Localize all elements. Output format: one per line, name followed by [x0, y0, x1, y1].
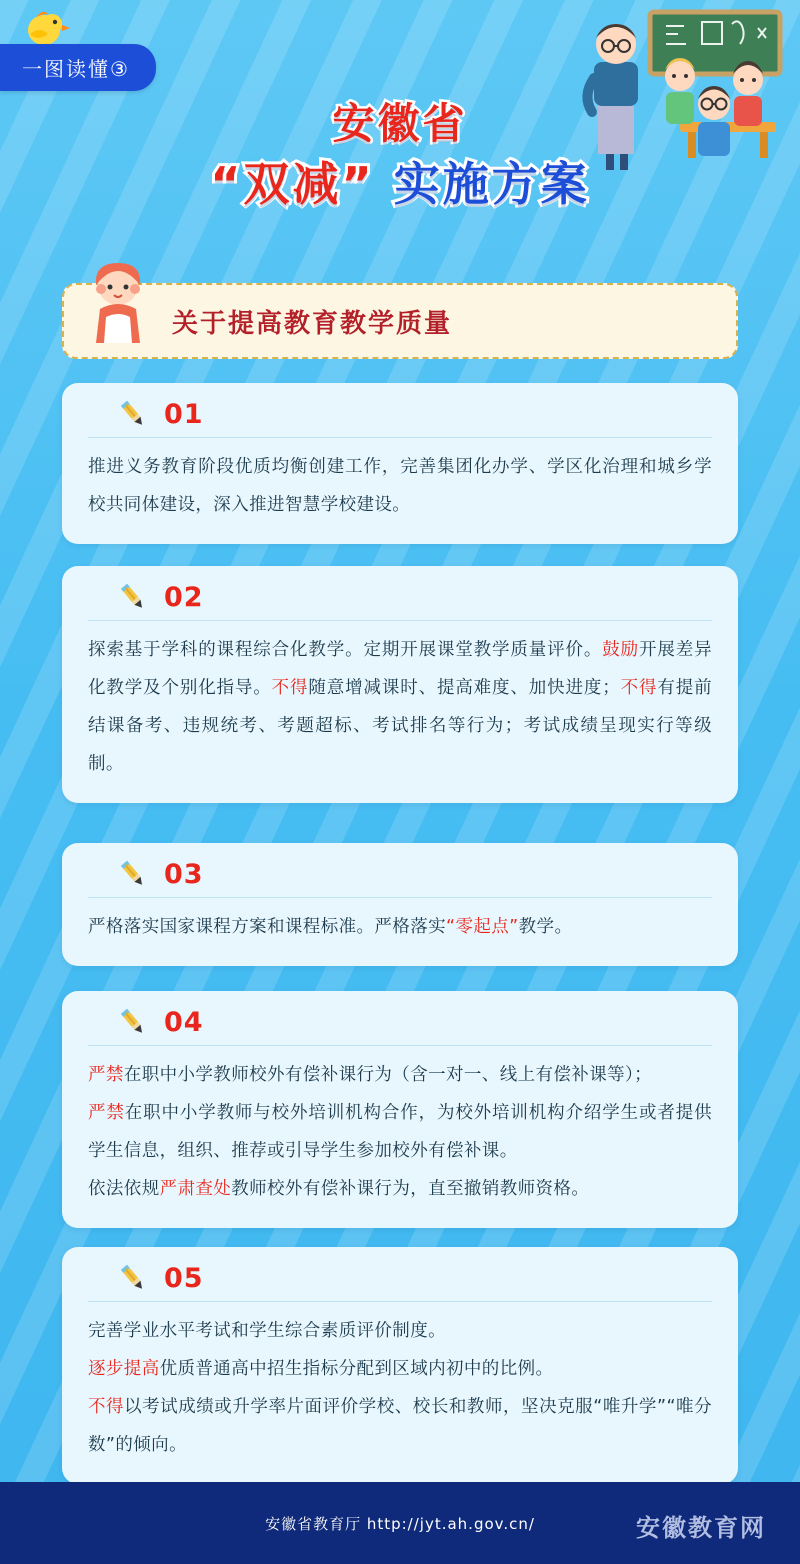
card-number: 02	[164, 581, 204, 613]
emphasis-text: 不得	[271, 678, 309, 698]
card-header	[88, 1005, 712, 1046]
emphasis-text: 严禁	[88, 1065, 124, 1085]
card-paragraph	[88, 1170, 712, 1208]
card-body	[88, 1312, 712, 1464]
plain-text: 在职中小学教师校外有偿补课行为（含一对一、线上有偿补课等）；	[123, 1065, 653, 1085]
plain-text: 优质普通高中招生指标分配到区域内初中的比例。	[159, 1359, 554, 1379]
plain-text: 依法依规	[88, 1179, 160, 1199]
card-body	[88, 1056, 712, 1208]
card-paragraph	[88, 1350, 712, 1388]
girl-avatar-icon	[86, 259, 150, 343]
emphasis-text: 严肃查处	[159, 1179, 232, 1199]
content-card	[62, 843, 738, 966]
card-header	[88, 857, 712, 898]
emphasis-text: 鼓励	[602, 640, 639, 660]
emphasis-text: “零起点”	[446, 917, 519, 937]
content-card	[62, 991, 738, 1228]
card-number: 05	[164, 1262, 204, 1294]
section-header	[62, 283, 738, 359]
card-paragraph	[88, 631, 712, 783]
pencil-icon	[116, 1261, 150, 1295]
card-paragraph	[88, 1312, 712, 1350]
pencil-icon	[116, 397, 150, 431]
card-paragraph	[88, 908, 712, 946]
card-body	[88, 448, 712, 524]
card-header	[88, 580, 712, 621]
title-line-2	[0, 152, 800, 216]
emphasis-text: 逐步提高	[88, 1359, 160, 1379]
card-paragraph	[88, 1388, 712, 1464]
pencil-icon	[116, 857, 150, 891]
content-card	[62, 1247, 738, 1484]
plain-text: 有提前结课备考、违规统考、考题超标、考试排名等行为；考试成绩呈现实行等级制。	[88, 678, 712, 774]
plain-text: 完善学业水平考试和学生综合素质评价制度。	[88, 1321, 446, 1341]
poster-title	[0, 96, 800, 216]
footer-text: 安徽省教育厅 http://jyt.ah.gov.cn/	[265, 1514, 535, 1533]
card-header	[88, 397, 712, 438]
card-number: 01	[164, 398, 204, 430]
plain-text: 严格落实国家课程方案和课程标准。严格落实	[88, 917, 446, 937]
pencil-icon	[116, 1005, 150, 1039]
plain-text: 教学。	[518, 917, 573, 937]
card-header	[88, 1261, 712, 1302]
plain-text: 开展差异化教学及个别化指导。	[88, 640, 712, 698]
plain-text: 在职中小学教师与校外培训机构合作，为校外培训机构介绍学生或者提供学生信息，组织、推荐或引导学生参加校外有偿补课。	[88, 1103, 712, 1161]
badge-label: 一图读懂③	[0, 44, 156, 91]
emphasis-text: 不得	[620, 678, 658, 698]
card-paragraph	[88, 1056, 712, 1094]
card-number: 03	[164, 858, 204, 890]
plain-text: 推进义务教育阶段优质均衡创建工作，完善集团化办学、学区化治理和城乡学校共同体建设，深入推进智慧学校建设。	[88, 457, 712, 515]
plain-text: 教师校外有偿补课行为，直至撤销教师资格。	[231, 1179, 590, 1199]
title-line-2-part-1: “双减”	[210, 157, 375, 211]
card-body	[88, 908, 712, 946]
footer-bar	[0, 1482, 800, 1564]
card-body	[88, 631, 712, 783]
title-line-2-part-2: 实施方案	[393, 157, 590, 211]
card-paragraph	[88, 1094, 712, 1170]
pencil-icon	[116, 580, 150, 614]
plain-text: 以考试成绩或升学率片面评价学校、校长和教师，坚决克服“唯升学”“唯分数”的倾向。	[88, 1397, 712, 1455]
emphasis-text: 不得	[88, 1397, 125, 1417]
section-title: 关于提高教育教学质量	[172, 308, 453, 339]
plain-text: 随意增减课时、提高难度、加快进度；	[308, 678, 621, 698]
content-card	[62, 566, 738, 803]
card-paragraph	[88, 448, 712, 524]
plain-text: 探索基于学科的课程综合化教学。定期开展课堂教学质量评价。	[88, 640, 603, 660]
footer-logo: 安徽教育网	[636, 1513, 766, 1542]
card-number: 04	[164, 1006, 204, 1038]
content-card	[62, 383, 738, 544]
emphasis-text: 严禁	[88, 1103, 125, 1123]
title-line-1: 安徽省	[332, 99, 468, 148]
